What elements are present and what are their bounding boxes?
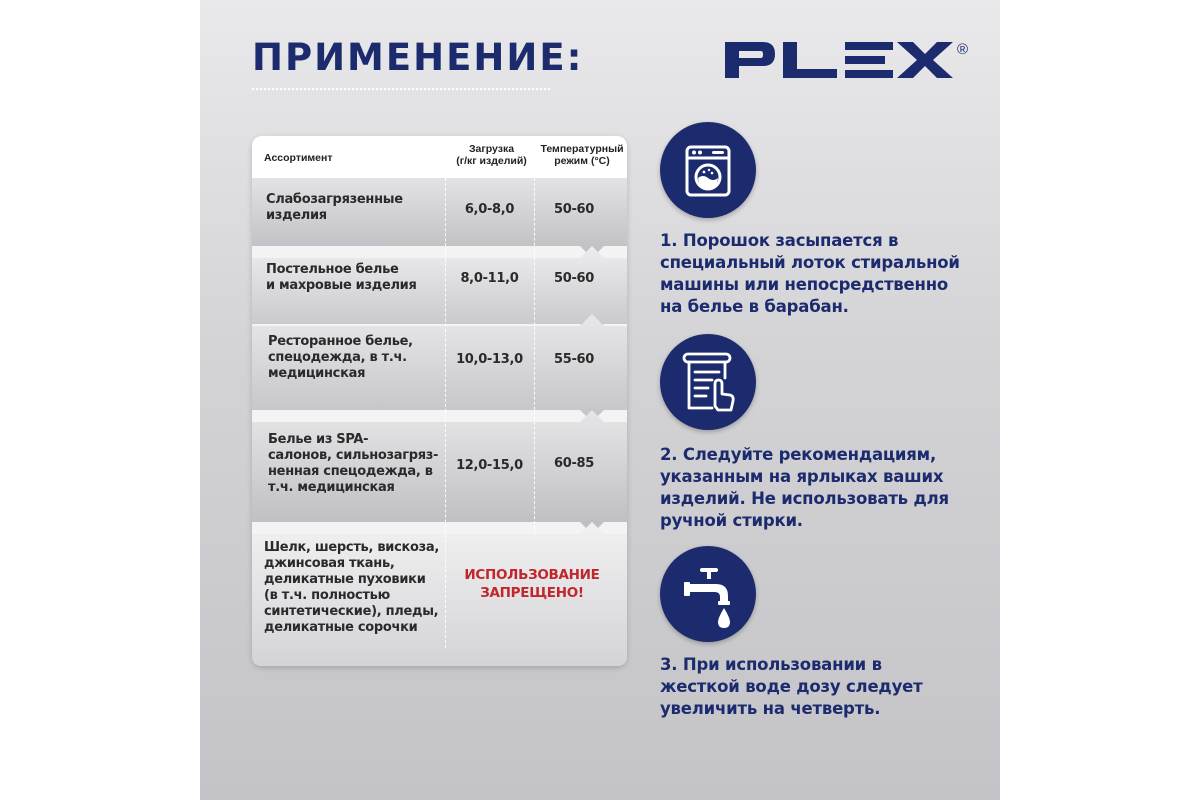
column-header-assortment: Ассортимент — [264, 152, 333, 164]
table-row-1-assortment — [266, 192, 403, 224]
forbidden-line: ИСПОЛЬЗОВАНИЕ — [464, 567, 600, 583]
cell-line: синтетические), пледы, — [264, 604, 439, 619]
step-line: жесткой воде дозу следует — [660, 677, 923, 696]
water-tap-icon — [660, 546, 756, 642]
title-underline — [252, 88, 550, 90]
step-line: изделий. Не использовать для — [660, 489, 949, 508]
cell-line: Постельное белье — [266, 262, 399, 277]
table-header — [252, 136, 627, 178]
cell-line: Слабозагрязенные — [266, 192, 403, 207]
page-title: ПРИМЕНЕНИЕ: — [252, 36, 584, 79]
table-row-1-temp: 50-60 — [553, 202, 595, 217]
column-header-load — [444, 143, 539, 167]
cell-line: спецодежда, в т.ч. — [268, 350, 407, 365]
table-row-2-load: 8,0-11,0 — [460, 271, 519, 286]
table-row-2-temp: 50-60 — [553, 271, 595, 286]
table-row-4-assortment — [268, 432, 438, 496]
table-row-5-assortment — [264, 540, 439, 636]
table-row-4-load: 12,0-15,0 — [456, 458, 523, 473]
cell-line: изделия — [266, 208, 327, 223]
table-row-4-temp: 60-85 — [553, 456, 595, 471]
cell-line: салонов, сильнозагряз- — [268, 448, 439, 463]
cell-line: медицинская — [268, 366, 366, 381]
table-row-3-load: 10,0-13,0 — [456, 352, 523, 367]
column-header-load-line2: (г/кг изделий) — [456, 155, 527, 167]
step-line: машины или непосредственно — [660, 275, 949, 294]
column-divider — [445, 178, 446, 648]
cell-line: джинсовая ткань, — [264, 556, 395, 571]
step-line: указанным на ярлыках ваших — [660, 467, 944, 486]
table-row-1-load: 6,0-8,0 — [464, 202, 515, 217]
step-3-text — [660, 654, 980, 720]
table-row-3-assortment — [268, 334, 413, 382]
cell-line: Белье из SPA- — [268, 432, 369, 447]
step-line: 3. При использовании в — [660, 655, 882, 674]
cell-line: (в т.ч. полностью — [264, 588, 390, 603]
cell-line: Шелк, шерсть, вискоза, — [264, 540, 440, 555]
column-header-load-line1: Загрузка — [468, 143, 515, 155]
cell-line: и махровые изделия — [266, 278, 417, 293]
column-header-temp-line1: Температурный — [540, 143, 624, 155]
dosage-table — [252, 136, 627, 666]
cell-line: т.ч. медицинская — [268, 480, 395, 495]
table-row-3-temp: 55-60 — [553, 352, 595, 367]
washing-machine-icon — [660, 122, 756, 218]
step-line: увеличить на четверть. — [660, 699, 881, 718]
infographic-panel — [200, 0, 1000, 800]
step-line: 1. Порошок засыпается в — [660, 231, 899, 250]
step-line: ручной стирки. — [660, 511, 803, 530]
step-line: специальный лоток стиральной — [660, 253, 960, 272]
step-line: 2. Следуйте рекомендациям, — [660, 445, 937, 464]
cell-line: ненная спецодежда, в — [268, 464, 433, 479]
table-row-2-assortment — [266, 262, 417, 294]
step-2-text — [660, 444, 980, 532]
forbidden-warning — [452, 566, 612, 602]
forbidden-line: ЗАПРЕЩЕНО! — [480, 585, 584, 601]
cell-line: деликатные пуховики — [264, 572, 426, 587]
column-header-temperature — [537, 143, 627, 167]
document-hand-icon — [660, 334, 756, 430]
plex-logo — [725, 34, 975, 86]
cell-line: деликатные сорочки — [264, 620, 418, 635]
column-header-temp-line2: режим (°С) — [554, 155, 610, 167]
step-line: на белье в барабан. — [660, 297, 849, 316]
cell-line: Ресторанное белье, — [268, 334, 413, 349]
registered-mark: ® — [957, 41, 969, 58]
step-1-text — [660, 230, 980, 318]
